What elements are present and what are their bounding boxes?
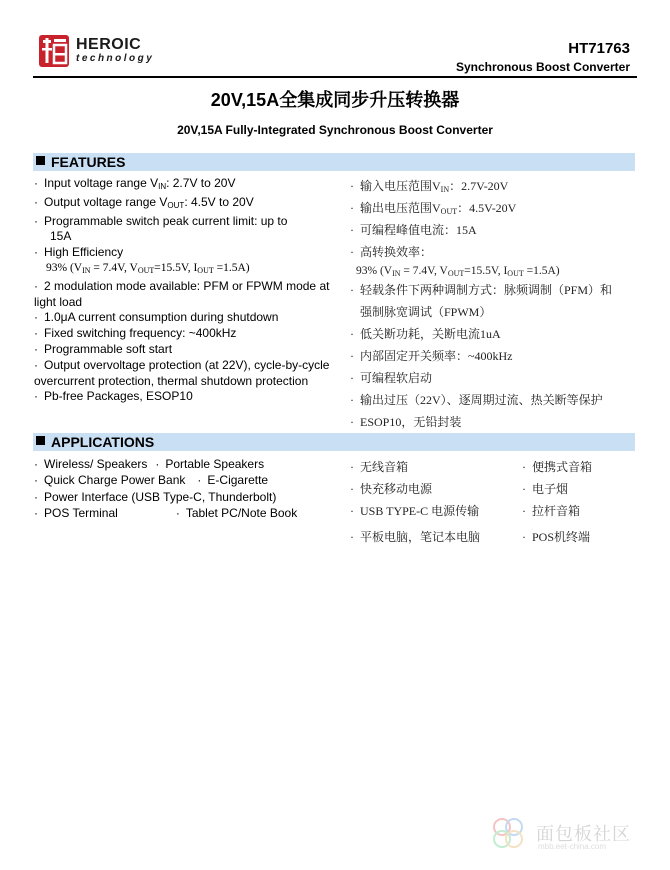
feature-item: · Pb-free Packages, ESOP10 [34,389,193,404]
application-row: · Wireless/ Speakers · Portable Speakers [34,457,265,471]
feature-item-cn: · 输入电压范围$V_{IN}$：2.7V-20V [350,179,509,194]
feature-item: · Input voltage range $V_{IN}$: 2.7V to 20V [34,176,236,191]
feature-item: · 2 modulation mode available: PFM or FPWM mode at light load [34,278,330,309]
heroic-logo-icon [38,34,70,68]
feature-item: · Programmable soft start [34,341,173,356]
applications-heading: APPLICATIONS [51,433,155,450]
application-item-cn: · 平板电脑，笔记本电脑 [350,530,481,544]
feature-item-cn-continuation: 93% ($V_{IN} = 7.4V$, $V_{OUT}=15.5V$, $I_{OUT} =1.5A$) [356,265,560,278]
feature-item-cn: · 输出过压（22V）、逐周期过流、热关断等保护 [350,393,603,407]
watermark-text: 面包板社区 [536,824,631,844]
applications-section-bar [33,433,635,451]
features-heading: FEATURES [51,153,126,170]
feature-item-cn-continuation: 强制脉宽调试（FPWM） [360,305,492,319]
application-row: · Power Interface (USB Type-C, Thunderbolt) [34,489,277,504]
applications-list-en [34,456,344,521]
feature-item-cn: · 轻载条件下两种调制方式：脉频调制（PFM）和 [350,283,613,297]
watermark-logo-icon [488,813,528,853]
features-section-bar [33,153,635,171]
feature-item-cn: · 低关断功耗，关断电流1uA [350,327,501,341]
feature-item: · Output voltage range $V_{OUT}$: 4.5V to 20V [34,194,254,210]
application-item-cn: · 电子烟 [522,482,569,496]
feature-item-cn: · 可编程软启动 [350,371,433,385]
feature-item: · 1.0μA current consumption during shutdown [34,310,279,325]
feature-item-continuation: 15A [50,229,72,244]
application-item-cn: · 快充移动电源 [350,482,433,496]
feature-item: · High Efficiency [34,245,124,260]
application-item-cn: · 便携式音箱 [522,460,593,474]
application-row: · Quick Charge Power Bank · E-Cigarette [34,473,269,488]
title-chinese: 20V,15A全集成同步升压转换器 [210,90,460,110]
feature-item-cn: · 高转换效率： [350,245,433,259]
feature-item-cn: · ESOP10，无铅封装 [350,415,462,429]
title-english: 20V,15A Fully-Integrated Synchronous Boost Converter [177,123,493,137]
brand-name: HEROIC [76,36,142,53]
feature-item: · Fixed switching frequency: ~400kHz [34,326,237,341]
watermark-url: mbb.eet-china.com [538,842,607,851]
feature-item-cn: · 输出电压范围$V_{OUT}$：4.5V-20V [350,201,517,216]
part-description: Synchronous Boost Converter [455,60,630,74]
application-item-cn: · 拉杆音箱 [522,504,581,518]
applications-list-cn-col2 [522,458,592,550]
header-divider [33,76,637,78]
square-bullet-icon [36,436,45,445]
brand-subtitle: technology [76,53,155,64]
feature-item-cn: · 可编程峰值电流：15A [350,223,477,237]
feature-item: · Programmable switch peak current limit: up to [34,213,288,228]
square-bullet-icon [36,156,45,165]
features-list-en [34,176,334,405]
feature-item-continuation: 93% ($V_{IN} = 7.4V$, $V_{OUT}=15.5V$, $I_{OUT} =1.5A$) [46,261,250,275]
application-item-cn: · 无线音箱 [350,460,409,474]
application-row: · POS Terminal · Tablet PC/Note Book [34,505,298,520]
features-list-cn [350,175,640,433]
feature-item: · Output overvoltage protection (at 22V), cycle-by-cycle overcurrent protection, thermal shutdown protection [34,357,330,388]
feature-item-cn: · 内部固定开关频率：~400kHz [350,349,513,363]
application-item-cn: · USB TYPE-C 电源传输 [350,504,480,518]
applications-list-cn [350,458,480,550]
application-item-cn: · POS机终端 [522,530,591,544]
part-number: HT71763 [568,40,630,57]
